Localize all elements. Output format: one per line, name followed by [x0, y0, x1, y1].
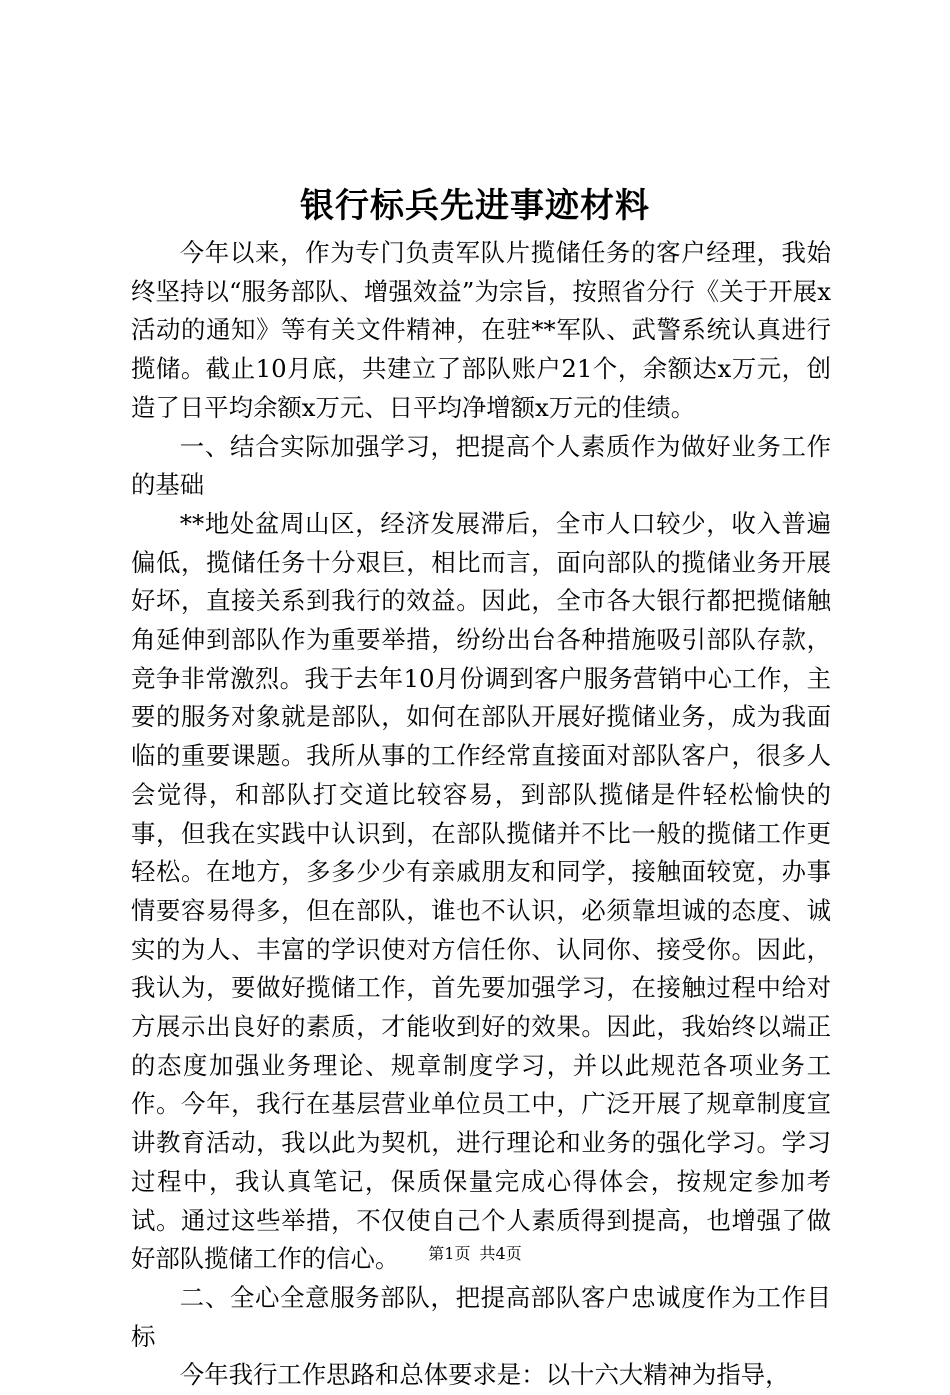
page-number: 第1页 — [428, 1244, 471, 1263]
section-heading-1: 一、结合实际加强学习，把提高个人素质作为做好业务工作的基础 — [131, 431, 831, 500]
paragraph-section-1: **地处盆周山区，经济发展滞后，全市人口较少，收入普遍偏低，揽储任务十分艰巨，相比而言，面向部队的揽储业务开展好坏，直接关系到我行的效益。因此，全市各大银行都把揽储触角延伸到部队作为重要举措，纷纷出台各种措施吸引部队存款，竞争非常激烈。我于去年10月份调到客户服务营销中心工作，主要的服务对象就是部队，如何在部队开展好揽储业务，成为我面临的重要课题。我所从事的工作经常直接面对部队客户，很多人会觉得，和部队打交道比较容易，到部队揽储是件轻松愉快的事，但我在实践中认识到，在部队揽储并不比一般的揽储工作更轻松。在地方，多多少少有亲戚朋友和同学，接触面较宽，办事情要容易得多，但在部队，谁也不认识，必须靠坦诚的态度、诚实的为人、丰富的学识使对方信任你、认同你、接受你。因此，我认为，要做好揽储工作，首先要加强学习，在接触过程中给对方展示出良好的素质，才能收到好的效果。因此，我始终以端正的态度加强业务理论、规章制度学习，并以此规范各项业务工作。今年，我行在基层营业单位员工中，广泛开展了规章制度宣讲教育活动，我以此为契机，进行理论和业务的强化学习。学习过程中，我认真笔记，保质保量完成心得体会，按规定参加考试。通过这些举措，不仅使自己个人素质得到提高，也增强了做好部队揽储工作的信心。 — [131, 508, 831, 1274]
section-heading-2: 二、全心全意服务部队，把提高部队客户忠诚度作为工作目标 — [131, 1282, 831, 1351]
paragraph-intro: 今年以来，作为专门负责军队片揽储任务的客户经理，我始终坚持以“服务部队、增强效益”为宗旨，按照省分行《关于开展x活动的通知》等有关文件精神，在驻**军队、武警系统认真进行揽储。截止10月底，共建立了部队账户21个，余额达x万元，创造了日平均余额x万元、日平均净增额x万元的佳绩。 — [131, 238, 831, 422]
page-total: 共4页 — [479, 1244, 522, 1263]
page-footer — [0, 1244, 950, 1264]
document-title: 银行标兵先进事迹材料 — [300, 186, 650, 226]
paragraph-section-2: 今年我行工作思路和总体要求是：以十六大精神为指导， — [179, 1360, 790, 1390]
document-body — [131, 234, 831, 1395]
